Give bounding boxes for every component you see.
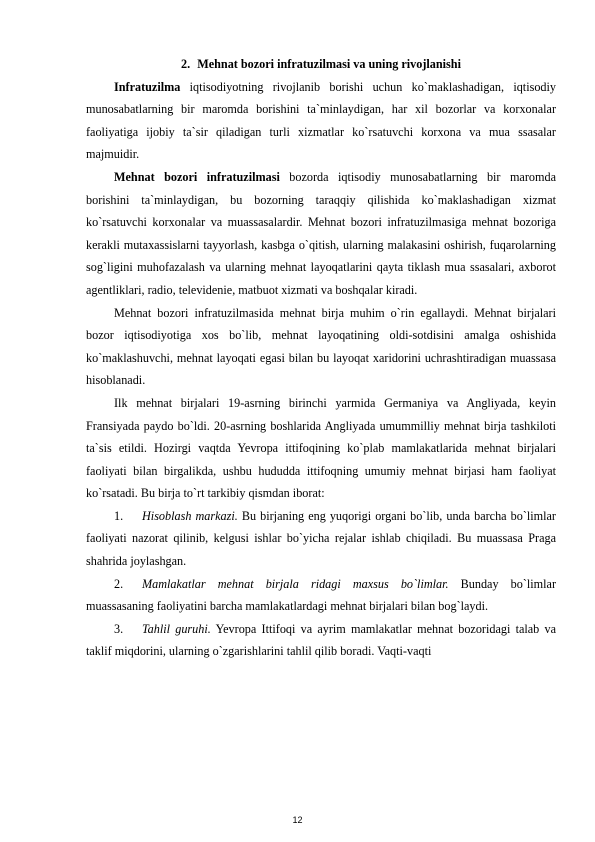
section-number: 2. bbox=[181, 57, 191, 71]
section-title bbox=[86, 53, 556, 76]
section-title-text: Mehnat bozori infratuzilmasi va uning rivojlanishi bbox=[197, 57, 461, 71]
list-item-heading: Mamlakatlar mehnat birjala ridagi maxsus bo`limlar. bbox=[142, 576, 449, 591]
list-item bbox=[86, 573, 556, 618]
list-item-heading: Tahlil guruhi. bbox=[142, 621, 211, 636]
paragraph-text: bozorda iqtisodiy munosabatlarning bir maromda borishini ta`minlaydigan, bu bozorning taraqqiy qilishida ko`maklashadigan xizmat ko`rsatuvchi korxonalar va muassasalardir. Mehnat bozori infratuzilmasiga mehnat bozoriga kerakli mutaxassislarni tayyorlash, kasbga o`qitish, ularning malakasini oshirish, fuqarolarning sog`ligini muhofazalash va ularning mehnat layoqatlarini qayta tiklash mua ssasalari, axborot agentliklari, radio, televidenie, matbuot xizmati va boshqalar kiradi. bbox=[86, 169, 556, 297]
paragraph-text: iqtisodiyotning rivojlanib borishi uchun ko`maklashadigan, iqtisodiy munosabatlarning bir maromda borishini ta`minlaydigan, har xil bozorlar va korxonalar faoliyatiga ijobiy ta`sir qiladigan turli xizmatlar ko`rsatuvchi korxona va mua ssasalar majmuidir. bbox=[86, 79, 556, 162]
list-item bbox=[86, 618, 556, 663]
page-number: 12 bbox=[292, 815, 303, 825]
paragraph-ilk-mehnat-birjalari bbox=[86, 392, 556, 505]
list-item-text: Yevropa Ittifoqi va ayrim mamlakatlar mehnat bozoridagi talab va taklif miqdorini, ularning o`zgarishlarini tahlil qilib boradi. Vaqti-vaqti bbox=[86, 621, 557, 659]
list-item-number: 1. bbox=[114, 508, 124, 523]
list-item-text: Bunday bo`limlar muassasaning faoliyatini barcha mamlakatlardagi mehnat birjalari bilan bog`laydi. bbox=[86, 576, 557, 614]
paragraph-mehnat-bozori-infratuzilmasi bbox=[86, 166, 556, 302]
term-infratuzilma: Infratuzilma bbox=[114, 79, 181, 94]
page-content bbox=[86, 53, 556, 663]
list-item-number: 3. bbox=[114, 621, 124, 636]
list-item-heading: Hisoblash markazi. bbox=[142, 508, 238, 523]
paragraph-text: Ilk mehnat birjalari 19-asrning birinchi yarmida Germaniya va Angliyada, keyin Fransiyada paydo bo`ldi. 20-asrning boshlarida Angliyada umummilliy mehnat birja tashkiloti ta`sis etildi. Hozirgi vaqtda Yevropa ittifoqining ko`plab mamlakatlarida mehnat birjalari faoliyati bilan birgalikda, ushbu hududda ittifoqning umumiy mehnat birjasi ham faoliyat ko`rsatadi. Bu birja to`rt tarkibiy qismdan iborat: bbox=[86, 395, 556, 501]
list-item bbox=[86, 505, 556, 573]
term-mehnat-bozori-infratuzilmasi: Mehnat bozori infratuzilmasi bbox=[114, 169, 280, 184]
paragraph-mehnat-birja bbox=[86, 302, 556, 392]
list-item-text: Bu birjaning eng yuqorigi organi bo`lib, unda barcha bo`limlar faoliyati nazorat qilinib, kelgusi ishlar bo`yicha rejalar ishlab chiqiladi. Bu muassasa Praga shahrida joylashgan. bbox=[86, 508, 556, 569]
paragraph-infratuzilma bbox=[86, 76, 556, 166]
paragraph-text: Mehnat bozori infratuzilmasida mehnat birja muhim o`rin egallaydi. Mehnat birjalari bozor iqtisodiyotiga xos bo`lib, mehnat layoqatining oldi-sotdisini amalga oshishida ko`maklashuvchi, mehnat layoqati egasi bilan bu layoqat xaridorini uchrashtiradigan muassasa hisoblanadi. bbox=[86, 305, 556, 388]
list-item-number: 2. bbox=[114, 576, 124, 591]
